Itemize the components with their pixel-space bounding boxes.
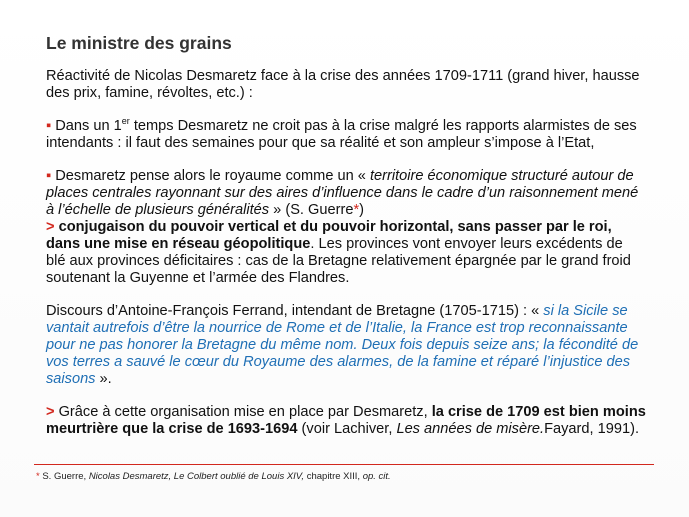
discours-after: ». xyxy=(95,371,112,387)
point2-after: Fayard, 1991). xyxy=(544,421,640,437)
point2-mid: (voir Lachiver, xyxy=(297,421,397,437)
bullet-marker-icon: ▪ xyxy=(46,168,52,184)
conclusion-paragraph-1 xyxy=(46,219,646,287)
footnote-divider xyxy=(34,464,654,465)
bullet2-quote: territoire économique structuré autour de places centrales rayonnant sur des aires d’influence dans le cadre d’un raisonnement mené à l’échelle de plusieurs généralités xyxy=(46,168,639,218)
arrow-icon: > xyxy=(46,219,55,235)
bullet-marker-icon: ▪ xyxy=(46,118,52,134)
bullet1-after: temps Desmaretz ne croit pas à la crise malgré les rapports alarmistes de ses intendants : il faut des semaines pour que sa réalité et son ampleur s’impose à l’Etat, xyxy=(46,118,637,151)
point1-after: . Les provinces vont envoyer leurs excédents de blé aux provinces déficitaires : cas de la Bretagne relativement épargnée par le grand froid soutenant la Guyenne et l’armée des Flandres. xyxy=(46,236,631,286)
bullet2-before: Desmaretz pense alors le royaume comme un « xyxy=(55,168,370,184)
slide-body xyxy=(46,68,646,454)
point2-before: Grâce à cette organisation mise en place par Desmaretz, xyxy=(54,404,432,420)
intro-text: Réactivité de Nicolas Desmaretz face à la crise des années 1709-1711 (grand hiver, hausse des prix, famine, révoltes, etc.) : xyxy=(46,68,640,101)
bullet-paragraph-1 xyxy=(46,118,646,152)
footnote-italic-2: op. cit. xyxy=(362,471,391,482)
bullet1-before: Dans un 1 xyxy=(55,118,122,134)
discours-quote: si la Sicile se vantait autrefois d’être la nourrice de Rome et de l’Italie, la France est trop reconnaissante pour ne pas honorer la Bretagne du même nom. Deux fois depuis seize ans; la fécondité de vos terres a sauvé le cœur du Royaume des alarmes, de la famine et réparé l’injustice des saisons xyxy=(46,303,639,387)
point1-bold: conjugaison du pouvoir vertical et du pouvoir horizontal, sans passer par le roi, dans une mise en réseau géopolitique xyxy=(46,219,612,252)
point2-bold: la crise de 1709 est bien moins meurtrière que la crise de 1693-1694 xyxy=(46,404,646,437)
bullet-paragraph-2 xyxy=(46,168,646,219)
footnote-star: * xyxy=(36,471,40,482)
discours-paragraph xyxy=(46,303,646,388)
footnote-star-ref: * xyxy=(353,202,360,218)
point2-italic: Les années de misère. xyxy=(396,421,545,437)
footnote-italic: Nicolas Desmaretz, Le Colbert oublié de Louis XIV, xyxy=(88,471,305,482)
footnote xyxy=(36,471,391,482)
footnote-before: S. Guerre, xyxy=(39,471,89,482)
footnote-mid: chapitre XIII, xyxy=(304,471,363,482)
bullet2-close: ) xyxy=(359,202,365,218)
bullet1-sup: er xyxy=(121,116,130,127)
arrow-icon: > xyxy=(46,404,55,420)
slide-title: Le ministre des grains xyxy=(46,33,232,53)
conclusion-paragraph-2 xyxy=(46,404,646,438)
discours-before: Discours d’Antoine-François Ferrand, intendant de Bretagne (1705-1715) : « xyxy=(46,303,544,319)
bullet2-after: » (S. Guerre xyxy=(269,202,354,218)
intro-paragraph xyxy=(46,68,646,102)
